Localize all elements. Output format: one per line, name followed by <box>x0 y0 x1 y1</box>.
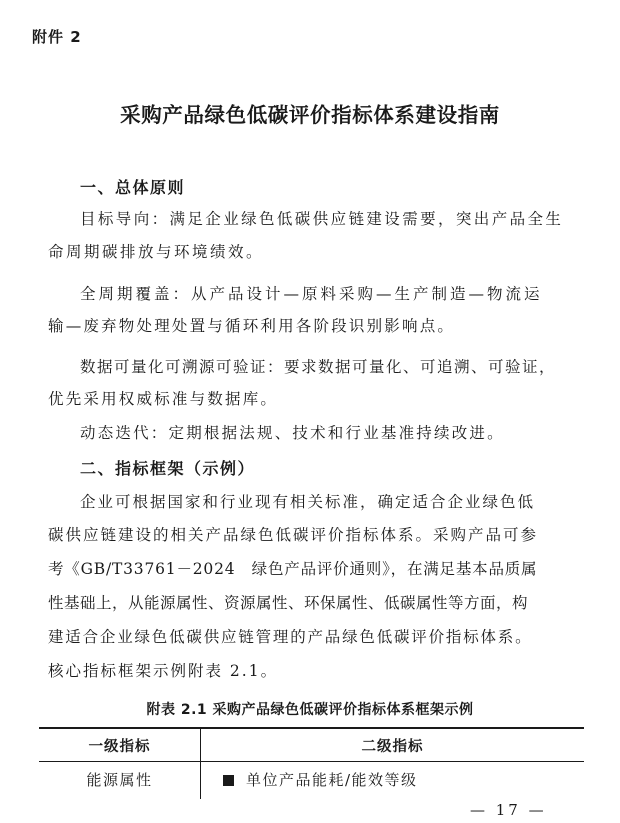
paragraph-line: 性基础上，从能源属性、资源属性、环保属性、低碳属性等方面，构 <box>48 594 529 612</box>
paragraph-line: 建适合企业绿色低碳供应链管理的产品绿色低碳评价指标体系。 <box>48 628 533 646</box>
annex-label: 附件 2 <box>32 28 82 46</box>
table-cell-level2 <box>223 769 418 790</box>
table-cell-level2-text: 单位产品能耗/能效等级 <box>246 771 418 789</box>
paragraph-line: 数据可量化可溯源可验证：要求数据可量化、可追溯、可验证， <box>80 358 557 376</box>
section-1-heading: 一、总体原则 <box>80 178 186 197</box>
indicator-table <box>39 727 584 799</box>
paragraph-line: 核心指标框架示例附表 2.1。 <box>48 662 279 680</box>
paragraph-line: 命周期碳排放与环境绩效。 <box>48 243 265 261</box>
table-caption: 附表 2.1 采购产品绿色低碳评价指标体系框架示例 <box>146 702 474 718</box>
table-cell-level1: 能源属性 <box>86 771 153 789</box>
paragraph-line: 优先采用权威标准与数据库。 <box>48 390 279 408</box>
section-2-heading: 二、指标框架（示例） <box>80 459 256 478</box>
table-header-level1: 一级指标 <box>88 739 151 755</box>
paragraph-line: 碳供应链建设的相关产品绿色低碳评价指标体系。采购产品可参 <box>48 526 539 544</box>
square-bullet-icon <box>223 775 234 786</box>
paragraph-line: 输—废弃物处理处置与循环利用各阶段识别影响点。 <box>48 317 456 335</box>
paragraph-line: 企业可根据国家和行业现有相关标准，确定适合企业绿色低 <box>80 493 536 511</box>
paragraph-line: 动态迭代：定期根据法规、技术和行业基准持续改进。 <box>80 424 505 442</box>
paragraph-line: 考《GB/T33761－2024 绿色产品评价通则》，在满足基本品质属 <box>48 560 538 578</box>
table-header-level2: 二级指标 <box>361 739 424 755</box>
document-title: 采购产品绿色低碳评价指标体系建设指南 <box>120 103 500 127</box>
page-number: — 17 — <box>470 801 547 819</box>
paragraph-line: 目标导向：满足企业绿色低碳供应链建设需要，突出产品全生 <box>80 210 564 228</box>
paragraph-line: 全周期覆盖：从产品设计—原料采购—生产制造—物流运 <box>80 285 543 303</box>
